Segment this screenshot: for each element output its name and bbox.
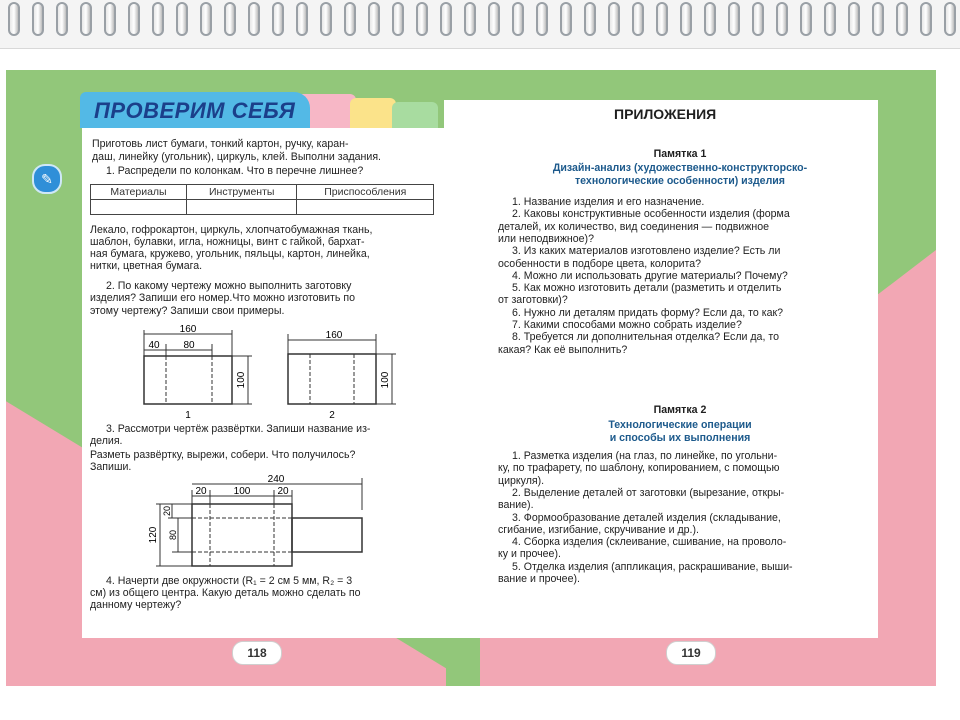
binding-ring xyxy=(632,2,644,36)
list-line-3: ная бумага, кружево, угольник, пяльцы, картон, линейка, xyxy=(90,248,370,260)
binding-ring xyxy=(704,2,716,36)
right-title: ПРИЛОЖЕНИЯ xyxy=(614,106,717,122)
binding-ring xyxy=(536,2,548,36)
binding-ring xyxy=(800,2,812,36)
table-cell-empty xyxy=(91,200,187,215)
watermark: http://aida.ucoz.ru xyxy=(626,700,706,711)
memo1-label: Памятка 1 xyxy=(653,148,707,160)
binding-ring xyxy=(128,2,140,36)
binding-ring xyxy=(320,2,332,36)
binding-ring xyxy=(656,2,668,36)
memo-line: 8. Требуется ли дополнительная отделка? Если да, то xyxy=(512,331,779,344)
binding-ring xyxy=(80,2,92,36)
dim-height: 100 xyxy=(236,371,247,389)
binding-ring xyxy=(920,2,932,36)
binding-ring xyxy=(248,2,260,36)
binding-ring xyxy=(344,2,356,36)
binding-ring xyxy=(872,2,884,36)
memo-line: деталей, их количество, вид соединения — подвижное xyxy=(498,220,770,233)
table-header-materials: Материалы xyxy=(91,185,187,200)
binding-ring xyxy=(608,2,620,36)
drawing-3 xyxy=(140,470,380,574)
memo-line: от заготовки)? xyxy=(498,294,568,307)
dim-s3: 20 xyxy=(277,486,289,497)
task3-line-4: Запиши. xyxy=(90,461,132,473)
binding-ring xyxy=(488,2,500,36)
binding-ring xyxy=(200,2,212,36)
dim-height: 100 xyxy=(380,371,391,389)
memo-line: 1. Название изделия и его назначение. xyxy=(512,196,705,208)
task4-line-3: данному чертежу? xyxy=(90,599,182,611)
list-line-2: шаблон, булавки, игла, ножницы, винт с гайкой, бархат- xyxy=(90,236,365,248)
memo-line: 2. Каковы конструктивные особенности изделия (форма xyxy=(512,208,790,221)
binding-ring xyxy=(896,2,908,36)
dim-s2: 100 xyxy=(233,486,251,497)
dim-s1: 20 xyxy=(195,486,207,497)
table-cell-empty xyxy=(186,200,296,215)
drawing-1 xyxy=(136,322,266,422)
task3-line-1: 3. Рассмотри чертёж развёртки. Запиши название из- xyxy=(106,423,371,435)
memo-line: 4. Сборка изделия (склеивание, сшивание, на проволо- xyxy=(512,536,787,549)
dim-width: 160 xyxy=(325,330,343,341)
binding-ring xyxy=(440,2,452,36)
dim-h2: 80 xyxy=(168,529,178,541)
memo2-title-1: Технологические операции xyxy=(608,419,752,431)
memo-line: сгибание, изгибание, скручивание и др.). xyxy=(498,523,699,536)
binding-ring xyxy=(944,2,956,36)
task2-line-2: изделия? Запиши его номер.Что можно изготовить по xyxy=(90,292,355,304)
binding-ring xyxy=(728,2,740,36)
intro-line-1: Приготовь лист бумаги, тонкий картон, ручку, каран- xyxy=(92,138,349,150)
binding-ring xyxy=(56,2,68,36)
memo1-title-2: технологические особенности) изделия xyxy=(574,175,785,187)
binding-ring xyxy=(560,2,572,36)
memo-line: 5. Как можно изготовить детали (разметить и отделить xyxy=(512,282,782,295)
drawing-2 xyxy=(282,326,402,422)
task4-line-1: 4. Начерти две окружности (R₁ = 2 см 5 мм, R₂ = 3 xyxy=(106,575,353,587)
binding-ring xyxy=(848,2,860,36)
task3-line-2: делия. xyxy=(90,435,123,447)
binding-ring xyxy=(416,2,428,36)
task2-line-3: этому чертежу? Запиши свои примеры. xyxy=(90,305,285,317)
table-header-tools: Инструменты xyxy=(186,185,296,200)
page-number-left: 118 xyxy=(232,641,282,665)
memo-line: ку, по трафарету, по шаблону, копированием, с помощью xyxy=(498,462,780,475)
dim-h: 120 xyxy=(148,526,159,544)
binding-ring xyxy=(32,2,44,36)
task2-line-1: 2. По какому чертежу можно выполнить заготовку xyxy=(106,280,352,292)
intro-line-2: даш, линейку (угольник), циркуль, клей. Выполни задания. xyxy=(92,151,381,163)
memo-line: 1. Разметка изделия (на глаз, по линейке, по угольни- xyxy=(512,450,778,462)
binding-ring xyxy=(176,2,188,36)
binding-ring xyxy=(8,2,20,36)
drawing-2-label: 2 xyxy=(329,410,335,421)
task3-line-3: Разметь развёртку, вырежи, собери. Что получилось? xyxy=(90,449,356,461)
binding-ring xyxy=(464,2,476,36)
dim-b: 80 xyxy=(183,340,195,351)
memo-line: или неподвижное)? xyxy=(498,232,594,245)
memo-line: вание). xyxy=(498,499,534,512)
memo-line: 4. Можно ли использовать другие материалы? Почему? xyxy=(512,269,788,282)
dim-a: 40 xyxy=(148,340,160,351)
page-number-right: 119 xyxy=(666,641,716,665)
table-cell-empty xyxy=(297,200,434,215)
binding-ring xyxy=(512,2,524,36)
drawing-1-label: 1 xyxy=(185,410,191,421)
memo-line: вание и прочее). xyxy=(498,573,580,585)
binding-ring xyxy=(152,2,164,36)
binding-ring xyxy=(824,2,836,36)
memo-line: 3. Из каких материалов изготовлено изделие? Есть ли xyxy=(512,245,781,258)
pencil-icon: ✎ xyxy=(32,164,62,194)
binding-ring xyxy=(272,2,284,36)
binding-ring xyxy=(776,2,788,36)
memo-line: 2. Выделение деталей от заготовки (вырезание, откры- xyxy=(512,486,785,499)
notebook-binding xyxy=(0,0,960,49)
binding-ring xyxy=(752,2,764,36)
memo-line: 5. Отделка изделия (аппликация, раскрашивание, выши- xyxy=(512,560,793,573)
list-line-4: нитки, цветная бумага. xyxy=(90,260,203,272)
task1-text: 1. Распредели по колонкам. Что в перечне лишнее? xyxy=(106,165,364,177)
task4-line-2: см) из общего центра. Какую деталь можно сделать по xyxy=(90,587,361,599)
memo2-label: Памятка 2 xyxy=(653,404,707,416)
materials-table xyxy=(90,184,434,215)
list-line-1: Лекало, гофрокартон, циркуль, хлопчатобумажная ткань, xyxy=(90,224,373,236)
binding-ring xyxy=(296,2,308,36)
binding-ring xyxy=(392,2,404,36)
left-heading: ПРОВЕРИМ СЕБЯ xyxy=(94,98,296,123)
memo-line: особенности в подборе цвета, колорита? xyxy=(498,257,702,270)
memo2-title-2: и способы их выполнения xyxy=(609,432,751,444)
binding-ring xyxy=(224,2,236,36)
memo-line: циркуля). xyxy=(498,474,545,487)
memo-line: 6. Нужно ли деталям придать форму? Если да, то как? xyxy=(512,306,783,319)
dim-total: 240 xyxy=(267,474,285,485)
memo-line: 3. Формообразование деталей изделия (складывание, xyxy=(512,511,781,524)
binding-ring xyxy=(680,2,692,36)
memo1-title-1: Дизайн-анализ (художественно-конструкторско- xyxy=(552,162,808,174)
binding-ring xyxy=(368,2,380,36)
memo-line: ку и прочее). xyxy=(498,548,561,561)
binding-ring xyxy=(104,2,116,36)
memo-line: 7. Какими способами можно собрать изделие? xyxy=(512,319,742,331)
dim-h1: 20 xyxy=(162,505,172,517)
table-header-devices: Приспособления xyxy=(297,185,434,200)
memo-line: какая? Как её выполнить? xyxy=(498,343,628,356)
dim-width: 160 xyxy=(179,324,197,335)
binding-ring xyxy=(584,2,596,36)
